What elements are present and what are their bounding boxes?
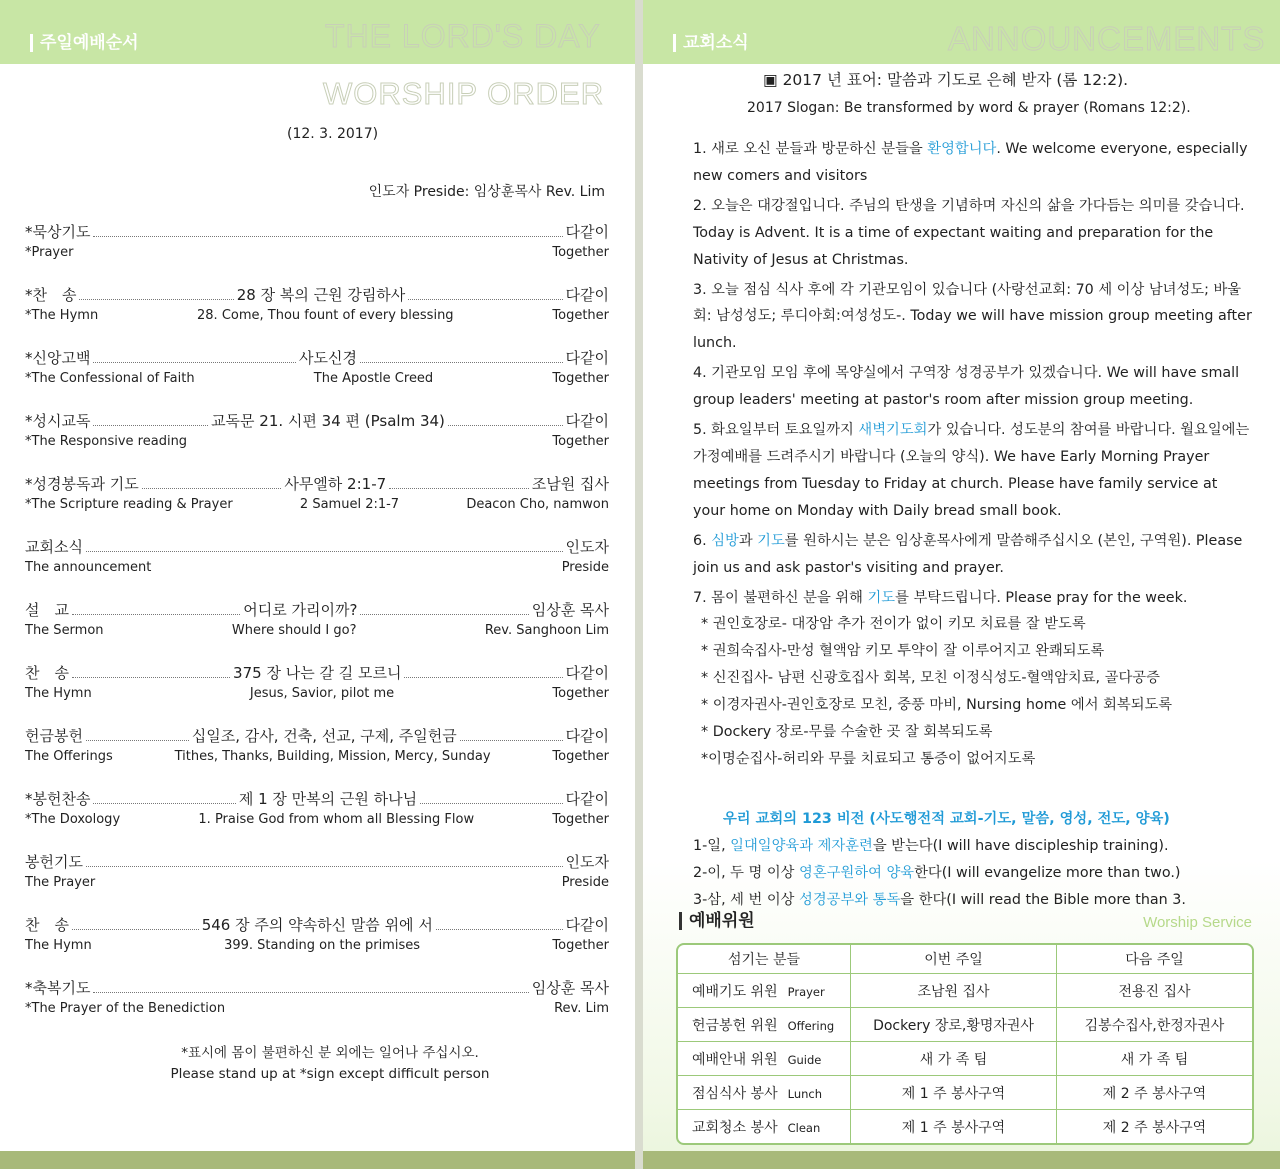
prayer-request: * 신진집사- 남편 신광호집사 회복, 모친 이정식성도-혈액암치료, 골다공증	[701, 670, 1160, 687]
order-item	[25, 977, 609, 1017]
leader-dots	[72, 614, 240, 615]
order-item-title: 헌금봉헌	[25, 727, 83, 745]
table-row	[678, 1042, 1252, 1076]
announcement-list	[693, 136, 1253, 773]
prayer-request: * 이경자권사-권인호장로 모친, 중풍 마비, Nursing home 에서 회복되도록	[701, 697, 1173, 714]
leader-dots	[72, 677, 230, 678]
order-item	[25, 788, 609, 828]
prayer-request: *이명순집사-허리와 무릎 치료되고 통증이 없어지도록	[701, 750, 1036, 767]
order-item-en-row	[25, 812, 609, 827]
order-item-leader-en: Preside	[561, 875, 609, 890]
service-role: 예배안내 위원 Guide	[678, 1042, 851, 1076]
order-item-ko-row	[25, 347, 609, 368]
order-item-ko-row	[25, 851, 609, 872]
leader-dots	[389, 488, 529, 489]
order-item-content-en: 399. Standing on the primises	[224, 938, 421, 953]
order-item-content-en: Tithes, Thanks, Building, Mission, Mercy, Sunday	[174, 749, 491, 764]
ghost-title-lords-day: THE LORD'S DAY	[325, 18, 601, 54]
order-item-leader: 다같이	[565, 223, 609, 241]
vision-title: 우리 교회의 123 비전 (사도행전적 교회-기도, 말씀, 영성, 전도, 양육)	[723, 811, 1170, 827]
order-item	[25, 599, 609, 639]
leader-dots	[408, 299, 562, 300]
announcement-1: 1. 새로 오신 분들과 방문하신 분들을 환영합니다. We welcome everyone, especially new comers and visitors	[693, 141, 1248, 184]
order-item-content-en: 28. Come, Thou fount of every blessing	[197, 308, 454, 323]
order-item-en-row	[25, 434, 609, 449]
order-item-ko-row	[25, 410, 609, 431]
order-item-content: 사무엘하 2:1-7	[284, 475, 387, 493]
order-item-ko-row	[25, 599, 609, 620]
header-next-sunday: 다음 주일	[1057, 945, 1252, 974]
order-item-title-en: The Sermon	[25, 623, 104, 638]
order-item-content: 375 장 나는 갈 길 모르니	[233, 664, 402, 682]
ghost-title-announcements: ANNOUNCEMENTS	[948, 20, 1266, 57]
order-item-title-en: *The Prayer of the Benediction	[25, 1001, 226, 1016]
leader-dots	[460, 740, 563, 741]
leader-dots	[72, 929, 199, 930]
order-item-ko-row	[25, 725, 609, 746]
order-item-title: 교회소식	[25, 538, 83, 556]
order-item-leader-en: Together	[552, 938, 610, 953]
service-table-body	[678, 974, 1252, 1143]
leader-dots	[448, 425, 563, 426]
service-role: 교회청소 봉사 Clean	[678, 1110, 851, 1143]
order-item-content-en: 1. Praise God from whom all Blessing Flow	[198, 812, 475, 827]
order-item-en-row	[25, 623, 609, 638]
page-gutter	[635, 0, 643, 1169]
prayer-request: * 권희숙집사-만성 혈액암 키모 투약이 잘 이루어지고 완쾌되도록	[701, 643, 1105, 660]
order-item-leader-en: Together	[552, 245, 609, 260]
order-item-title-en: *The Confessional of Faith	[25, 371, 195, 386]
order-item-ko-row	[25, 977, 609, 998]
order-item-leader-en: Preside	[561, 560, 609, 575]
leader-dots	[86, 551, 563, 552]
order-item-title-en: The announcement	[25, 560, 152, 575]
order-item	[25, 347, 609, 387]
service-table-header	[678, 945, 1252, 974]
announcement-4: 4. 기관모임 모임 후에 목양실에서 구역장 성경공부가 있겠습니다. We will have small group leaders' meeting at pastor's room after mission group meeting.	[693, 365, 1240, 409]
order-item-en-row	[25, 749, 609, 764]
order-item-leader: 인도자	[565, 538, 609, 556]
order-item-ko-row	[25, 536, 609, 557]
stand-note-en: Please stand up at *sign except difficult person	[170, 1066, 490, 1082]
service-role: 점심식사 봉사 Lunch	[678, 1076, 851, 1110]
order-item-ko-row	[25, 914, 609, 935]
order-item	[25, 221, 609, 261]
leader-dots	[93, 362, 296, 363]
vision-3: 3-삼, 세 번 이상 성경공부와 통독을 한다(I will read the Bible more than 3.	[693, 892, 1186, 908]
order-item-content: 28 장 복의 근원 강림하사	[236, 286, 406, 304]
order-item-en-row	[25, 371, 609, 386]
vision-block	[693, 806, 1268, 914]
order-item-content: 제 1 장 만복의 근원 하나님	[238, 790, 418, 808]
leader-dots	[86, 866, 563, 867]
service-this-sunday: 조남원 집사	[851, 974, 1057, 1008]
order-item-content: 교독문 21. 시편 34 편 (Psalm 34)	[211, 412, 445, 430]
service-next-sunday: 제 2 주 봉사구역	[1057, 1076, 1252, 1110]
order-item	[25, 662, 609, 702]
leader-dots	[360, 362, 563, 363]
table-row	[678, 974, 1252, 1008]
leader-dots	[86, 740, 189, 741]
leader-dots	[142, 488, 282, 489]
order-item	[25, 284, 609, 324]
order-item-en-row	[25, 308, 609, 323]
stand-note-ko: *표시에 몸이 불편하신 분 외에는 일어나 주십시오.	[181, 1045, 479, 1061]
order-item	[25, 473, 609, 513]
footer-bar	[0, 1151, 635, 1169]
leader-dots	[436, 929, 563, 930]
order-item-title: *봉헌찬송	[25, 790, 91, 808]
service-this-sunday: 제 1 주 봉사구역	[851, 1076, 1057, 1110]
order-item-title: *성경봉독과 기도	[25, 475, 139, 493]
announcements-page	[643, 0, 1280, 1169]
order-item-leader: 다같이	[565, 916, 609, 934]
order-item-title-en: The Offerings	[25, 749, 113, 764]
order-item-en-row	[25, 686, 609, 701]
order-item-ko-row	[25, 221, 609, 242]
bulletin-date: (12. 3. 2017)	[287, 126, 379, 142]
order-item-leader-en: Together	[552, 686, 610, 701]
service-role: 예배기도 위원 Prayer	[678, 974, 851, 1008]
worship-order-page	[0, 0, 635, 1169]
service-role: 헌금봉헌 위원 Offering	[678, 1008, 851, 1042]
order-item-content-en: Where should I go?	[231, 623, 357, 638]
leader-dots	[404, 677, 562, 678]
order-item-leader-en: Together	[552, 812, 609, 827]
order-item-leader: 다같이	[565, 727, 609, 745]
order-item-leader: 다같이	[565, 286, 610, 304]
prayer-request: * 권인호장로- 대장암 추가 전이가 없이 키모 치료를 잘 받도록	[701, 616, 1086, 633]
order-item-title-en: *The Scripture reading & Prayer	[25, 497, 233, 512]
order-item-leader: 다같이	[565, 790, 609, 808]
announcement-2: 2. 오늘은 대강절입니다. 주님의 탄생을 기념하며 자신의 삶을 가다듬는 의미를 갖습니다. Today is Advent. It is a time of expectant waiting and preparation for the Nativity of Jesus at Christmas.	[693, 197, 1245, 268]
order-item-title: *묵상기도	[25, 223, 91, 241]
order-item-content: 십일조, 감사, 건축, 선교, 구제, 주일헌금	[191, 727, 457, 745]
preside-line: 인도자 Preside: 임상훈목사 Rev. Lim	[368, 184, 605, 200]
announcement-7: 7. 몸이 불편하신 분을 위해 기도를 부탁드립니다. Please pray for the week.	[693, 589, 1188, 606]
order-item-leader-en: Together	[552, 371, 610, 386]
order-item-leader: 임상훈 목사	[531, 979, 609, 997]
order-item-title: 설 교	[25, 601, 69, 619]
service-next-sunday: 김봉수집사,한정자권사	[1057, 1008, 1252, 1042]
order-item-leader: 다같이	[565, 349, 610, 367]
slogan-ko: ▣ 2017 년 표어: 말씀과 기도로 은혜 받자 (롬 12:2).	[763, 71, 1129, 89]
order-item	[25, 914, 609, 954]
vision-1: 1-일, 일대일양육과 제자훈련을 받는다(I will have discipleship training).	[693, 838, 1169, 854]
footer-bar	[643, 1151, 1280, 1169]
service-table	[676, 943, 1254, 1145]
service-role-en: Offering	[787, 1018, 835, 1033]
service-next-sunday: 제 2 주 봉사구역	[1102, 1119, 1207, 1136]
service-role-en: Prayer	[787, 984, 825, 999]
order-item-en-row	[25, 1001, 609, 1016]
order-item-ko-row	[25, 284, 609, 305]
order-item-title-en: *The Responsive reading	[25, 434, 188, 449]
table-row	[678, 1008, 1252, 1042]
order-item-content: 546 장 주의 약속하신 말씀 위에 서	[201, 916, 433, 934]
section-label: 주일예배순서	[30, 34, 139, 52]
order-item-en-row	[25, 245, 609, 260]
service-title-en: Worship Service	[1143, 914, 1252, 931]
order-item-title-en: *The Doxology	[25, 812, 121, 827]
order-item-title: *찬 송	[25, 286, 77, 304]
prayer-request: * Dockery 장로-무릎 수술한 곳 잘 회복되도록	[701, 724, 993, 741]
order-item-leader-en: Together	[552, 434, 609, 449]
service-this-sunday: 제 1 주 봉사구역	[851, 1110, 1057, 1143]
service-next-sunday: 전용진 집사	[1057, 974, 1252, 1008]
service-this-sunday: Dockery 장로,황명자권사	[851, 1008, 1057, 1042]
order-item-title-en: The Hymn	[25, 938, 92, 953]
order-item-en-row	[25, 497, 609, 512]
order-item-content: 사도신경	[299, 349, 357, 367]
vision-2: 2-이, 두 명 이상 영혼구원하여 양육한다(I will evangelize more than two.)	[693, 865, 1181, 881]
order-item-content-en: Jesus, Savior, pilot me	[249, 686, 395, 701]
leader-dots	[93, 425, 208, 426]
table-row	[678, 1110, 1252, 1143]
order-item-content: 어디로 가리이까?	[243, 601, 358, 619]
order-item	[25, 536, 609, 576]
leader-dots	[93, 992, 528, 993]
section-label: 교회소식	[673, 34, 749, 52]
order-item-ko-row	[25, 788, 609, 809]
order-item-title-en: *The Hymn	[25, 308, 99, 323]
table-row	[678, 1076, 1252, 1110]
order-item-title: *성시교독	[25, 412, 91, 430]
order-item	[25, 851, 609, 891]
announcement-5: 5. 화요일부터 토요일까지 새벽기도회가 있습니다. 성도분의 참여를 바랍니다. 월요일에는 가정예배를 드려주시기 바랍니다 (오늘의 양식). We have Early Morning Prayer meetings from Tuesday to Friday at church. Please have family service at your home on Monday with Daily bread small book.	[693, 422, 1250, 519]
slogan-en: 2017 Slogan: Be transformed by word & prayer (Romans 12:2).	[747, 100, 1191, 116]
order-item-leader: 조남원 집사	[531, 475, 609, 493]
order-item-title: 찬 송	[25, 664, 69, 682]
order-item-en-row	[25, 938, 609, 953]
service-title: 예배위원	[679, 912, 755, 930]
order-item-leader-en: Together	[552, 749, 610, 764]
service-next-sunday: 새 가 족 팀	[1057, 1042, 1252, 1076]
order-item-title-en: The Prayer	[25, 875, 96, 890]
order-item-content-en: 2 Samuel 2:1-7	[299, 497, 400, 512]
order-item-leader: 다같이	[565, 664, 609, 682]
order-item-title: 찬 송	[25, 916, 69, 934]
order-item-title: *신앙고백	[25, 349, 91, 367]
order-item-en-row	[25, 560, 609, 575]
leader-dots	[93, 803, 235, 804]
order-item-en-row	[25, 875, 609, 890]
header-this-sunday: 이번 주일	[851, 945, 1057, 974]
order-item-leader-en: Together	[552, 308, 610, 323]
order-item-leader-en: Rev. Lim	[554, 1001, 609, 1016]
order-item	[25, 410, 609, 450]
order-item-leader: 인도자	[565, 853, 609, 871]
order-item-title: 봉헌기도	[25, 853, 83, 871]
leader-dots	[420, 803, 562, 804]
ghost-title-worship-order: WORSHIP ORDER	[323, 76, 605, 111]
order-item-title: *축복기도	[25, 979, 91, 997]
leader-dots	[360, 614, 528, 615]
leader-dots	[79, 299, 233, 300]
service-role-en: Guide	[787, 1052, 822, 1067]
order-item	[25, 725, 609, 765]
header-servers: 섬기는 분들	[678, 945, 851, 974]
announcement-3: 3. 오늘 점심 식사 후에 각 기관모임이 있습니다 (사랑선교회: 70 세 이상 남녀성도; 바울회: 남성성도; 루디아회:여성성도-. Today we will have mission group meeting after lunch.	[693, 281, 1252, 352]
order-item-leader-en: Deacon Cho, namwon	[466, 497, 609, 512]
service-role-en: Lunch	[787, 1086, 823, 1101]
order-item-leader-en: Rev. Sanghoon Lim	[484, 623, 610, 638]
leader-dots	[93, 236, 562, 237]
order-item-ko-row	[25, 662, 609, 683]
service-this-sunday: 새 가 족 팀	[851, 1042, 1057, 1076]
order-item-ko-row	[25, 473, 609, 494]
service-role-en: Clean	[787, 1120, 821, 1135]
order-item-title-en: *Prayer	[25, 245, 74, 260]
announcement-6: 6. 심방과 기도를 원하시는 분은 임상훈목사에게 말씀해주십시오 (본인, 구역원). Please join us and ask pastor's visiting and prayer.	[693, 532, 1243, 576]
order-item-leader: 다같이	[565, 412, 609, 430]
order-item-leader: 임상훈 목사	[531, 601, 609, 619]
order-item-content-en: The Apostle Creed	[313, 371, 434, 386]
order-item-title-en: The Hymn	[25, 686, 92, 701]
